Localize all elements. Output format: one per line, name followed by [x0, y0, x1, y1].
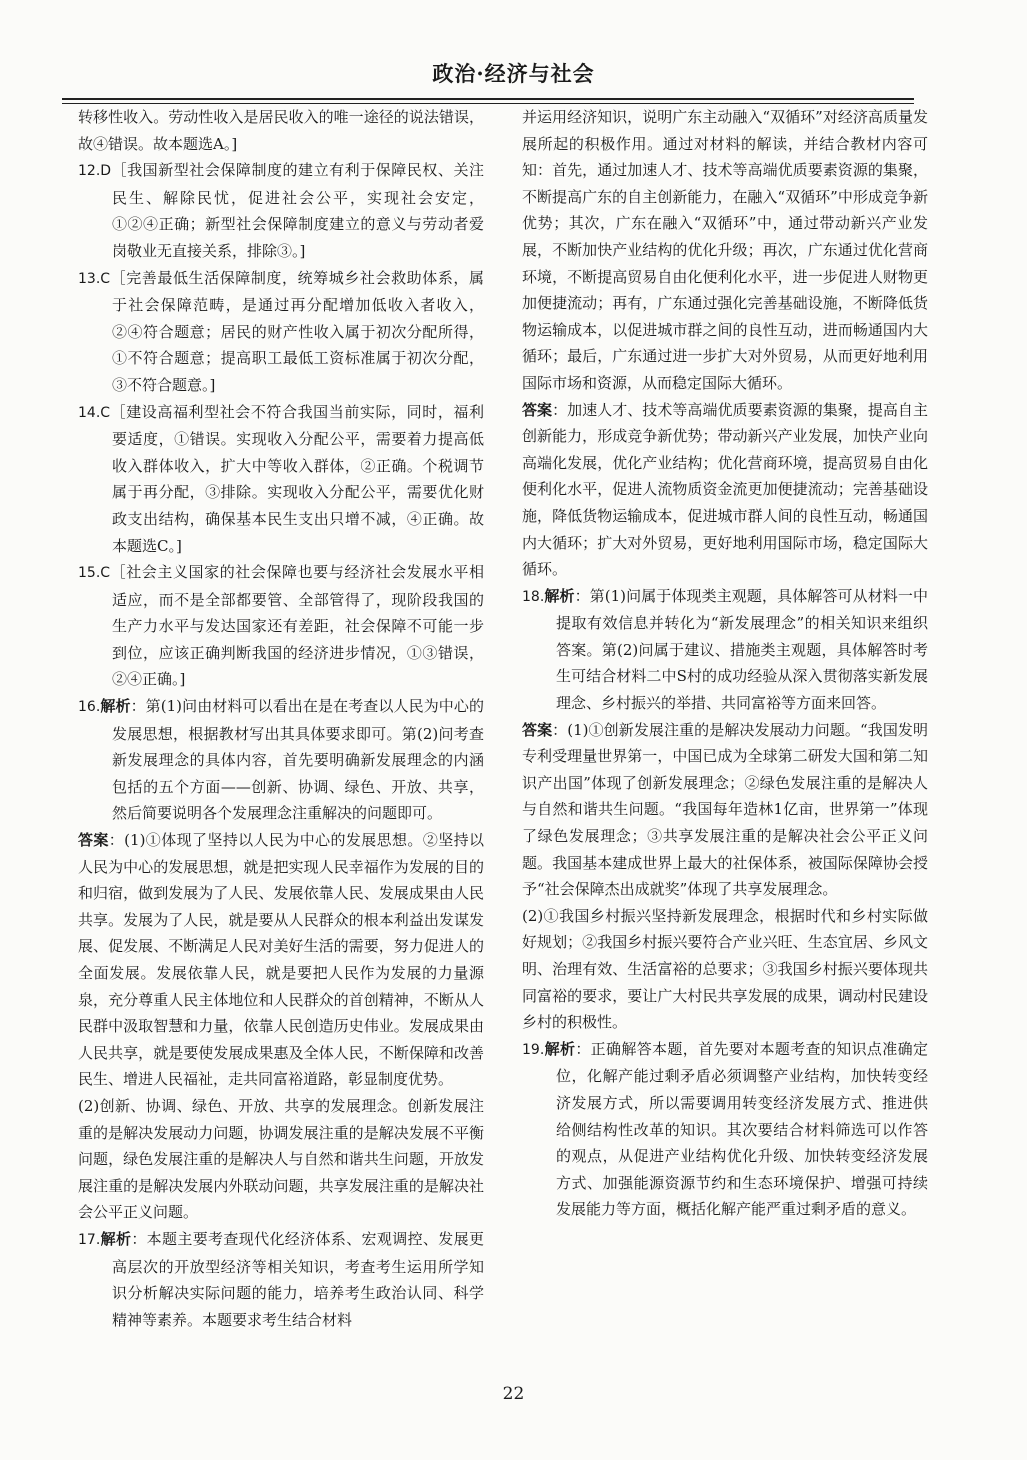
question-number: 17.: [78, 1231, 101, 1248]
question-number: 19.: [522, 1041, 545, 1058]
header-rule-thick: [62, 98, 914, 100]
answer-paragraph: [510, 1036, 928, 1223]
paragraph-text: ：(1)①体现了坚持以人民为中心的发展思想。②坚持以人民为中心的发展思想，就是把实现人民幸福作为发展的目的和归宿，做到发展为了人民、发展依靠人民、发展成果由人民共享。发展为了人民，就是要从人民群众的根本利益出发谋发展、促发展、不断满足人民对美好生活的需要，努力促进人的全面发展。发展依靠人民，就是要把人民作为发展的力量源泉，充分尊重人民主体地位和人民群众的首创精神，不断从人民群中汲取智慧和力量，依靠人民创造历史伟业。发展成果由人民共享，就是要使发展成果惠及全体人民，不断保障和改善民生、增进人民福祉，走共同富裕道路，彰显制度优势。: [78, 831, 484, 1089]
answer-paragraph: [510, 104, 928, 397]
section-label: 解析: [100, 1229, 132, 1248]
answer-paragraph: [510, 717, 928, 903]
paragraph-text: ：正确解答本题，首先要对本题考查的知识点准确定位，化解产能过剩矛盾必须调整产业结构，加快转变经济发展方式，所以需要调用转变经济发展方式、推进供给侧结构性改革的知识。其次要结合材料筛选可以作答的观点，从促进产业结构优化升级、加快转变经济发展方式、加强能源资源节约和生态环境保护、增强可持续发展能力等方面，概括化解产能严重过剩矛盾的意义。: [556, 1039, 928, 1219]
paragraph-text: ：第(1)问属于体现类主观题，具体解答可从材料一中提取有效信息并转化为“新发展理念”的相关知识来组织答案。第(2)问属于建议、措施类主观题，具体解答时考生可结合材料二中S村的成功经验从深入贯彻落实新发展理念、乡村振兴的举措、共同富裕等方面来回答。: [556, 586, 928, 713]
paragraph-text: 转移性收入。劳动性收入是居民收入的唯一途径的说法错误，故④错误。故本题选A。]: [78, 108, 484, 153]
answer-paragraph: [66, 693, 484, 827]
right-column: [510, 104, 928, 1223]
paragraph-text: (2)①我国乡村振兴坚持新发展理念，根据时代和乡村实际做好规划；②我国乡村振兴要符合产业兴旺、生态宜居、乡风文明、治理有效、生活富裕的总要求；③我国乡村振兴要体现共同富裕的要求，要让广大村民共享发展的成果，调动村民建设乡村的积极性。: [522, 906, 928, 1032]
paragraph-text: ［社会主义国家的社会保障也要与经济社会发展水平相适应，而不是全部都要管、全部管得了，现阶段我国的生产力水平与发达国家还有差距，社会保障不可能一步到位，应该正确判断我国的经济进步情况，①③错误，②④正确。]: [110, 563, 484, 689]
question-number: 16.: [78, 699, 101, 716]
paragraph-text: ［建设高福利型社会不符合我国当前实际，同时，福利要适度，①错误。实现收入分配公平，需要着力提高低收入群体收入，扩大中等收入群体，②正确。个税调节属于再分配，③排除。实现收入分配公平，需要优化财政支出结构，确保基本民生支出只增不减，④正确。故本题选C。]: [110, 402, 484, 555]
paragraph-text: 并运用经济知识，说明广东主动融入“双循环”对经济高质量发展所起的积极作用。通过对材料的解读，并结合教材内容可知：首先，通过加速人才、技术等高端优质要素资源的集聚，不断提高广东的自主创新能力，在融入“双循环”中形成竞争新优势；其次，广东在融入“双循环”中，通过带动新兴产业发展，不断加快产业结构的优化升级；再次，广东通过优化营商环境，不断提高贸易自由化便利化水平，进一步促进人财物更加便捷流动；再有，广东通过强化完善基础设施，不断降低货物运输成本，以促进城市群之间的良性互动，进而畅通国内大循环；最后，广东通过进一步扩大对外贸易，从而更好地利用国际市场和资源，从而稳定国际大循环。: [522, 108, 928, 392]
section-label: 解析: [100, 697, 131, 716]
paragraph-text: ：(1)①创新发展注重的是解决发展动力问题。“我国发明专利受理量世界第一，中国已成为全球第二研发大国和第二知识产出国”体现了创新发展理念；②绿色发展注重的是解决人与自然和谐共生问题。“我国每年造林1亿亩，世界第一”体现了绿色发展理念；③共享发展注重的是解决社会公平正义问题。我国基本建成世界上最大的社保体系，被国际保障协会授予“社会保障杰出成就奖”体现了共享发展理念。: [522, 720, 928, 899]
paragraph-text: ：第(1)问由材料可以看出在是在考查以人民为中心的发展思想，根据教材写出其具体要求即可。第(2)问考查新发展理念的具体内容，首先要明确新发展理念的内涵包括的五个方面——创新、协调、绿色、开放、共享，然后简要说明各个发展理念注重解决的问题即可。: [112, 697, 484, 823]
answer-paragraph: [66, 1226, 484, 1333]
section-label: 答案: [522, 720, 553, 739]
answer-paragraph: [510, 903, 928, 1036]
question-number: 13.C: [78, 270, 111, 287]
section-label: 答案: [522, 400, 553, 419]
paragraph-text: ：本题主要考查现代化经济体系、宏观调控、发展更高层次的开放型经济等相关知识，考查考生运用所学知识分析解决实际问题的能力，培养考生政治认同、科学精神等素养。本题要求考生结合材料: [112, 1229, 484, 1329]
paragraph-text: ［我国新型社会保障制度的建立有利于保障民权、关注民生、解除民忧，促进社会公平，实现社会安定，①②④正确；新型社会保障制度建立的意义与劳动者爱岗敬业无直接关系，排除③。]: [111, 161, 484, 260]
question-number: 15.C: [78, 565, 111, 582]
page-number: 22: [502, 1384, 525, 1404]
answer-paragraph: [510, 583, 928, 717]
section-label: 答案: [78, 831, 109, 850]
answer-paragraph: [66, 157, 484, 264]
section-label: 解析: [544, 1039, 576, 1058]
question-number: 18.: [522, 588, 545, 605]
question-number: 12.D: [78, 163, 112, 180]
paragraph-text: ［完善最低生活保障制度，统筹城乡社会救助体系，属于社会保障范畴，是通过再分配增加低收入者收入，②④符合题意；居民的财产性收入属于初次分配所得，①不符合题意；提高职工最低工资标准属于初次分配，③不符合题意。]: [110, 268, 484, 394]
answer-paragraph: [66, 399, 484, 560]
answer-paragraph: [66, 559, 484, 693]
answer-paragraph: [66, 265, 484, 399]
paragraph-text: (2)创新、协调、绿色、开放、共享的发展理念。创新发展注重的是解决发展动力问题，协调发展注重的是解决发展不平衡问题，绿色发展注重的是解决人与自然和谐共生问题，开放发展注重的是解决发展内外联动问题，共享发展注重的是解决社会公平正义问题。: [78, 1096, 484, 1222]
page-header-title: 政治·经济与社会: [432, 61, 595, 86]
question-number: 14.C: [78, 404, 111, 421]
answer-paragraph: [66, 827, 484, 1093]
answer-paragraph: [66, 104, 484, 157]
paragraph-text: ：加速人才、技术等高端优质要素资源的集聚，提高自主创新能力，形成竞争新优势；带动新兴产业发展，加快产业向高端化发展，优化产业结构；优化营商环境，提高贸易自由化便利化水平，促进人流物质资金流更加便捷流动；完善基础设施，降低货物运输成本，促进城市群人间的良性互动，畅通国内大循环；扩大对外贸易，更好地利用国际市场，稳定国际大循环。: [522, 400, 928, 579]
section-label: 解析: [544, 586, 575, 605]
left-column: [66, 104, 484, 1333]
answer-paragraph: [66, 1093, 484, 1226]
answer-paragraph: [510, 397, 928, 583]
